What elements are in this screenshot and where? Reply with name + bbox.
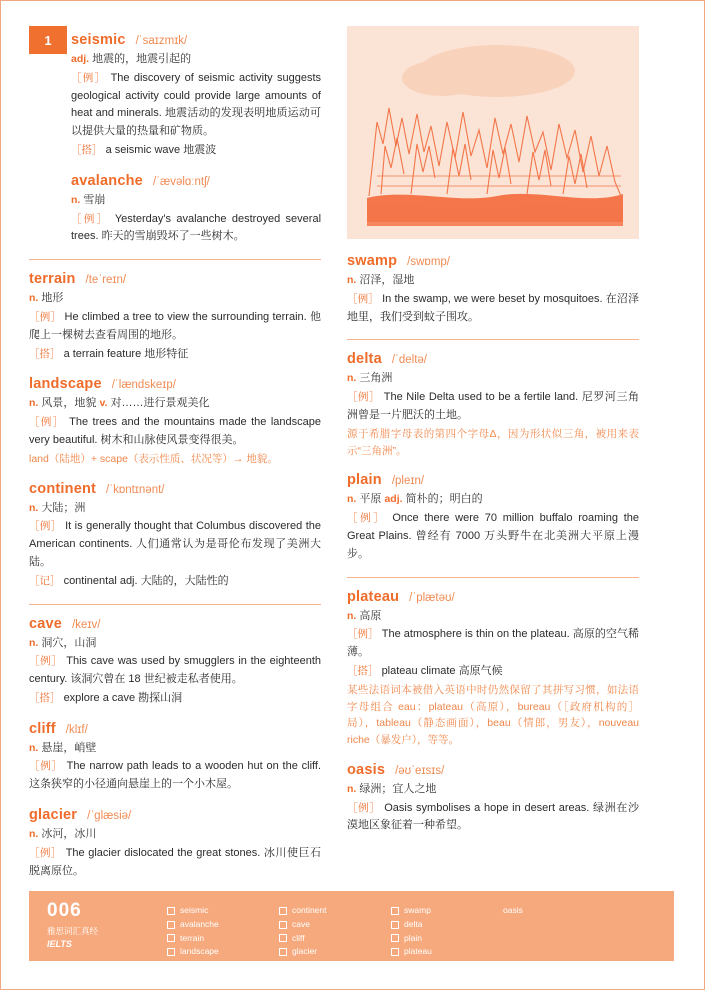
- headword-line: [347, 253, 639, 269]
- collocation-line: [347, 663, 639, 681]
- example-text: Yesterday's avalanche destroyed several trees. 昨天的雪崩毁坏了一些树木。: [71, 212, 322, 243]
- phonetic: /ˈɡlæsiə/: [87, 810, 132, 823]
- part-of-speech: n.: [347, 493, 357, 506]
- example-text: He climbed a tree to view the surrounding terrain. 他爬上一棵树去查看周围的地形。: [29, 310, 322, 341]
- definition: 风景，地貌: [41, 397, 97, 410]
- phonetic: /keɪv/: [72, 618, 101, 631]
- entry-seismic: [71, 32, 321, 160]
- page-columns: [29, 26, 674, 893]
- book-title: 雅思词汇真经: [47, 925, 99, 936]
- collocation-text: a terrain feature 地形特征: [63, 347, 189, 360]
- definition: 平原: [359, 493, 382, 506]
- headword: cliff: [29, 720, 56, 737]
- pos-definition: [71, 192, 321, 209]
- part-of-speech: n.: [347, 609, 357, 622]
- example-line: [347, 291, 639, 327]
- collocation-text: explore a cave 勘探山洞: [63, 691, 183, 704]
- memory-text: continental adj. 大陆的，大陆性的: [63, 574, 229, 587]
- example-line: [29, 309, 321, 345]
- definition: 地形: [41, 292, 64, 305]
- pos-definition: [347, 781, 639, 798]
- checklist-label: avalanche: [180, 918, 219, 929]
- example-tag: ［例］: [29, 760, 63, 773]
- example-tag: ［例］: [29, 655, 63, 668]
- checklist-label: plain: [404, 932, 422, 943]
- checklist-label: continent: [292, 905, 327, 915]
- definition: 洞穴，山洞: [41, 636, 97, 649]
- divider: [347, 577, 639, 578]
- headword: glacier: [29, 807, 78, 824]
- entry-cliff: [29, 721, 321, 794]
- headword-line: [29, 807, 321, 823]
- example-line: [29, 845, 321, 881]
- entry-delta: [347, 351, 639, 459]
- footer-word-column: [167, 904, 253, 959]
- entry-avalanche: [71, 173, 321, 246]
- definition: 雪崩: [83, 193, 106, 206]
- definition: 沼泽，湿地: [359, 274, 415, 286]
- checklist-item[interactable]: [279, 918, 365, 932]
- example-line: [347, 626, 639, 662]
- example-line: [347, 510, 639, 563]
- footer-word-checklist: [167, 901, 658, 959]
- phonetic: /swɒmp/: [407, 256, 450, 268]
- part-of-speech: n.: [347, 372, 357, 385]
- example-line: [71, 70, 321, 141]
- definition: 冰河，冰川: [41, 828, 97, 841]
- checklist-item[interactable]: [503, 904, 589, 918]
- collocation-text: plateau climate 高原气候: [381, 664, 503, 677]
- footer-word-column: [279, 904, 365, 959]
- part-of-speech: n.: [347, 782, 357, 795]
- pos-definition: [29, 290, 321, 307]
- definition: 大陆；洲: [41, 501, 86, 514]
- checklist-label: oasis: [503, 905, 523, 915]
- checklist-label: cave: [292, 918, 310, 929]
- pos-definition: [347, 370, 639, 387]
- part-of-speech: n.: [29, 397, 39, 410]
- part-of-speech: n.: [29, 741, 39, 754]
- checklist-item[interactable]: [167, 904, 253, 918]
- collocation-line: [29, 346, 321, 364]
- example-text: The atmosphere is thin on the plateau. 高原的空气稀薄。: [347, 628, 640, 659]
- headword-line: [71, 32, 321, 48]
- collocation-tag: ［搭］: [71, 144, 103, 156]
- book-subtitle: IELTS: [47, 938, 72, 949]
- part-of-speech: adj.: [71, 53, 90, 65]
- memory-tag: ［记］: [29, 574, 61, 587]
- headword-line: [347, 762, 639, 778]
- collocation-tag: ［搭］: [29, 347, 61, 360]
- definition: 地震的，地震引起的: [92, 53, 192, 65]
- example-tag: ［例］: [347, 801, 381, 814]
- headword-line: [29, 376, 321, 392]
- phonetic: /ˈplætəʊ/: [409, 591, 455, 604]
- example-text: The Nile Delta used to be a fertile land. 尼罗河三角洲曾是一片肥沃的土地。: [347, 391, 639, 421]
- checklist-label: landscape: [180, 946, 219, 957]
- example-text: The narrow path leads to a wooden hut on the cliff. 这条狭窄的小径通向悬崖上的一个小木屋。: [29, 760, 321, 791]
- example-line: [347, 800, 639, 836]
- phonetic: /klɪf/: [65, 723, 88, 736]
- headword-line: [29, 481, 321, 497]
- example-tag: ［例］: [347, 391, 381, 404]
- headword: plain: [347, 472, 382, 489]
- footer-book-info: [47, 901, 167, 949]
- definition: 悬崖，峭壁: [41, 741, 97, 754]
- example-tag: ［例］: [29, 520, 62, 533]
- checklist-item[interactable]: [391, 932, 477, 946]
- page-number: 006: [47, 900, 82, 921]
- headword: cave: [29, 615, 63, 632]
- headword: seismic: [71, 32, 126, 48]
- illustration-svg: [347, 26, 639, 239]
- pos-definition: [347, 272, 639, 289]
- collocation-line: [29, 690, 321, 708]
- checklist-item[interactable]: [279, 945, 365, 959]
- example-line: [29, 518, 321, 571]
- headword: swamp: [347, 253, 398, 269]
- page-footer: [29, 891, 674, 961]
- headword-line: [347, 472, 639, 488]
- example-tag: ［例］: [29, 416, 65, 429]
- checklist-label: terrain: [180, 932, 205, 943]
- headword-line: [347, 351, 639, 367]
- phonetic: /ˈsaɪzmɪk/: [135, 35, 188, 47]
- pos-definition: [29, 826, 321, 843]
- checklist-label: delta: [404, 918, 423, 929]
- checkbox-icon[interactable]: [391, 934, 399, 942]
- headword-line: [347, 589, 639, 605]
- checkbox-icon[interactable]: [391, 921, 399, 929]
- example-line: [71, 211, 321, 247]
- example-tag: ［例］: [347, 628, 379, 641]
- headword: plateau: [347, 588, 400, 605]
- divider: [29, 604, 321, 605]
- definition: 高原: [359, 609, 382, 622]
- collocation-line: [71, 142, 321, 160]
- etymology-note: 源于希腊字母表的第四个字母Δ，因为形状似三角，被用来表示“三角洲”。: [347, 427, 639, 457]
- checklist-item[interactable]: [167, 945, 253, 959]
- definition-2: 对……进行景观美化: [110, 397, 210, 410]
- headword: terrain: [29, 271, 76, 288]
- pos-definition: [29, 635, 321, 652]
- headword-line: [29, 271, 321, 287]
- checklist-item[interactable]: [391, 918, 477, 932]
- collocation-tag: ［搭］: [347, 664, 379, 677]
- collocation-text: a seismic wave 地震波: [105, 144, 217, 156]
- checklist-label: plateau: [404, 946, 432, 957]
- pos-definition: [347, 491, 639, 508]
- example-text: This cave was used by smugglers in the eighteenth century. 该洞穴曾在 18 世纪被走私者使用。: [29, 655, 322, 686]
- definition-2: 简朴的；明白的: [405, 493, 483, 506]
- phonetic: /ˈkɒntɪnənt/: [106, 483, 165, 496]
- checklist-label: seismic: [180, 905, 209, 915]
- footer-word-column: [391, 904, 477, 959]
- entry-terrain: [29, 271, 321, 363]
- checklist-item[interactable]: [279, 904, 365, 918]
- checkbox-icon[interactable]: [391, 907, 399, 915]
- pos-definition: [71, 51, 321, 68]
- headword: delta: [347, 351, 382, 368]
- divider: [29, 259, 321, 260]
- example-tag: ［例］: [347, 292, 379, 305]
- definition: 绿洲；宜人之地: [359, 782, 437, 795]
- checkbox-icon[interactable]: [279, 934, 287, 942]
- part-of-speech: n.: [29, 636, 39, 649]
- part-of-speech-2: v.: [99, 397, 108, 410]
- pos-definition: [29, 740, 321, 757]
- entry-continent: [29, 481, 321, 591]
- entry-plateau: [347, 589, 639, 749]
- example-tag: ［例］: [71, 212, 110, 225]
- example-text: The trees and the mountains made the landscape very beautiful. 树木和山脉使风景变得很美。: [29, 416, 322, 446]
- checklist-item[interactable]: [279, 932, 365, 946]
- phonetic: /teˈreɪn/: [85, 274, 127, 287]
- phonetic: /pleɪn/: [391, 475, 425, 488]
- checkbox-icon[interactable]: [391, 948, 399, 956]
- cliff-landscape-illustration: [347, 26, 639, 239]
- checkbox-icon[interactable]: [279, 948, 287, 956]
- left-column: [29, 26, 321, 893]
- entry-swamp: [347, 253, 639, 326]
- checkbox-icon[interactable]: [167, 948, 175, 956]
- pos-definition: [29, 395, 321, 412]
- memory-line: [29, 573, 321, 591]
- phonetic: /ˈdeltə/: [391, 354, 428, 367]
- example-line: [29, 758, 321, 794]
- checkbox-icon[interactable]: [167, 907, 175, 915]
- part-of-speech-2: adj.: [384, 493, 403, 506]
- entry-oasis: [347, 762, 639, 835]
- phonetic: /əʊˈeɪsɪs/: [395, 764, 445, 777]
- phonetic: /ˈævəlɑːntʃ/: [152, 175, 210, 188]
- collocation-tag: ［搭］: [29, 691, 61, 704]
- example-text: It is generally thought that Columbus discovered the American continents. 人们通常认为是哥伦布发现了美洲大陆。: [29, 520, 321, 568]
- example-line: [29, 653, 321, 689]
- headword-line: [29, 721, 321, 737]
- pos-definition: [347, 608, 639, 625]
- checklist-label: cliff: [292, 932, 305, 943]
- example-text: Oasis symbolises a hope in desert areas. 绿洲在沙漠地区象征着一种希望。: [347, 801, 639, 832]
- checklist-label: swamp: [404, 905, 431, 915]
- example-tag: ［例］: [71, 71, 107, 84]
- part-of-speech: n.: [347, 274, 357, 286]
- checklist-item[interactable]: [167, 918, 253, 932]
- example-tag: ［例］: [347, 512, 387, 525]
- divider: [347, 339, 639, 340]
- example-text: Once there were 70 million buffalo roaming the Great Plains. 曾经有 7000 万头野牛在北美洲大平原上漫步。: [347, 512, 639, 560]
- part-of-speech: n.: [29, 292, 39, 305]
- definition: 三角洲: [359, 372, 393, 385]
- example-tag: ［例］: [29, 846, 63, 859]
- right-column: [347, 26, 639, 893]
- entry-landscape: [29, 376, 321, 467]
- example-text: The glacier dislocated the great stones. 冰川使巨石脱离原位。: [29, 846, 322, 877]
- checkbox-icon[interactable]: [167, 934, 175, 942]
- part-of-speech: n.: [71, 193, 81, 206]
- headword: avalanche: [71, 172, 143, 189]
- example-line: [347, 389, 639, 425]
- checkbox-icon[interactable]: [279, 907, 287, 915]
- headword: oasis: [347, 761, 386, 778]
- checklist-item[interactable]: [391, 945, 477, 959]
- checklist-item[interactable]: [391, 904, 477, 918]
- checklist-label: glacier: [292, 946, 318, 957]
- headword: continent: [29, 480, 97, 497]
- entry-plain: [347, 472, 639, 563]
- example-text: The discovery of seismic activity suggests geological activity could provide large amounts of heat and minerals. 地震活动的发现表明地质运动可以提供大量的热量和矿物质。: [71, 71, 321, 138]
- checklist-item[interactable]: [167, 932, 253, 946]
- etymology-note: 某些法语词本被借入英语中时仍然保留了其拼写习惯，如法语字母组合 eau：plateau（高原），bureau（［政府机构的］局），tableau（静态画面），beau（情郎，男友），nouveau riche（暴发户），等等。: [347, 683, 639, 747]
- entry-cave: [29, 616, 321, 708]
- pos-definition: [29, 500, 321, 517]
- part-of-speech: n.: [29, 501, 39, 514]
- footer-word-column: [503, 904, 589, 959]
- etymology-note: land（陆地）+ scape（表示性质、状况等）→ 地貌。: [29, 452, 278, 465]
- chapter-number: 1: [44, 32, 52, 48]
- example-text: In the swamp, we were beset by mosquitoes. 在沼泽地里，我们受到蚊子围攻。: [347, 292, 639, 323]
- checkbox-icon[interactable]: [279, 921, 287, 929]
- part-of-speech: n.: [29, 828, 39, 841]
- example-tag: ［例］: [29, 310, 62, 323]
- headword-line: [29, 616, 321, 632]
- headword-line: [71, 173, 321, 189]
- entry-glacier: [29, 807, 321, 880]
- checkbox-icon[interactable]: [167, 921, 175, 929]
- example-line: [29, 414, 321, 450]
- headword: landscape: [29, 376, 102, 393]
- phonetic: /ˈlændskeɪp/: [111, 379, 176, 392]
